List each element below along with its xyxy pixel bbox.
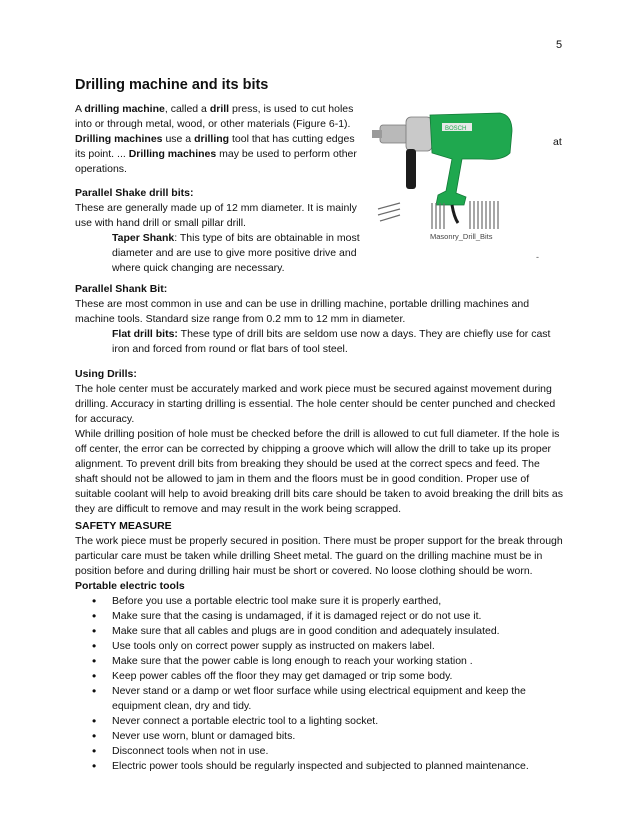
flat-drill-paragraph: Flat drill bits: These type of drill bits are seldom use now a days. They are chiefly use for cast iron and forced from round or flat bars of tool steel. [112,328,551,355]
parallel-shake-section [75,186,367,276]
using-drills-paragraph-1: The hole center must be accurately marked and work piece must be secured against movement during drilling. Accuracy in starting drilling is essential. The hole center should be center punched and checked for accuracy. [75,383,556,425]
drill-gear-head [406,117,432,151]
drill-brand-label: BOSCH [445,126,467,132]
using-drills-heading: Using Drills: [75,368,137,380]
list-item: • Never connect a portable electric tool to a lighting socket. [75,714,563,729]
parallel-shake-text: These are generally made up of 12 mm diameter. It is mainly use with hand drill or small pillar drill. [75,202,357,229]
taper-shank-paragraph: Taper Shank: This type of bits are obtainable in most diameter and are use to give more positive drive and where quick changing are necessary. [112,232,360,274]
list-item: • Make sure that the casing is undamaged, if it is damaged reject or do not use it. [75,609,563,624]
list-item: • Make sure that the power cable is long enough to reach your working station . [75,654,563,669]
intro-paragraph: A drilling machine, called a drill press, is used to cut holes into or through metal, wood, or other materials (Figure 6-1). Drilling machines use a drilling tool that has cutting edges its point. ... Drilling machines may be used to perform other operations. [75,103,357,175]
using-drills-section [75,367,563,517]
list-item: • Electric power tools should be regularly inspected and subjected to planned maintenance. [75,759,563,774]
parallel-shank-section [75,282,563,357]
figure-mark: - [536,252,539,262]
drill-side-handle [406,149,416,189]
using-drills-paragraph-2: While drilling position of hole must be checked before the drill is allowed to cut full diameter. If the hole is off center, the error can be corrected by chipping a groove which will allow the drill to take up its proper alignment. To prevent drill bits from breaking they should be used at the correct specs and feed. The shaft should not be allowed to jam in them and the floors must be in good condition. Proper use of suitable coolant will help to avoid breaking drill bits care should be taken to avoid breaking the drill bits as they are difficult to remove and may result in the work being scrapped. [75,428,563,515]
list-item: • Never stand or a damp or wet floor surface while using electrical equipment and keep the equipment clean, dry and tidy. [75,684,563,714]
list-item: • Disconnect tools when not in use. [75,744,563,759]
parallel-shake-heading: Parallel Shake drill bits: [75,187,194,199]
drill-image [372,105,532,245]
drill-chuck [380,125,408,143]
list-item: • Make sure that all cables and plugs are in good condition and adequately insulated. [75,624,563,639]
list-item: • Keep power cables off the floor they may get damaged or trip some body. [75,669,563,684]
intro-continuation: at [553,136,562,148]
figure-caption: Masonry_Drill_Bits [430,232,493,241]
portable-tools-list [75,594,563,774]
parallel-shank-text: These are most common in use and can be use in drilling machine, portable drilling machines and machine tools. Standard size range from 0.2 mm to 12 mm in diameter. [75,298,530,325]
list-item: • Use tools only on correct power supply as instructed on makers label. [75,639,563,654]
safety-section [75,519,563,774]
parallel-shank-heading: Parallel Shank Bit: [75,283,168,295]
portable-tools-heading: Portable electric tools [75,580,185,592]
page-title: Drilling machine and its bits [75,77,269,93]
safety-heading: SAFETY MEASURE [75,520,172,532]
safety-text: The work piece must be properly secured in position. There must be proper support for the break through particular care must be taken while drilling Sheet metal. The guard on the drilling machine must be in position before and during drilling hair must be short or covered. No loose clothing should be worn. [75,535,563,577]
list-item: • Never use worn, blunt or damaged bits. [75,729,563,744]
list-item: • Before you use a portable electric tool make sure it is properly earthed, [75,594,563,609]
page-number: 5 [556,39,563,51]
